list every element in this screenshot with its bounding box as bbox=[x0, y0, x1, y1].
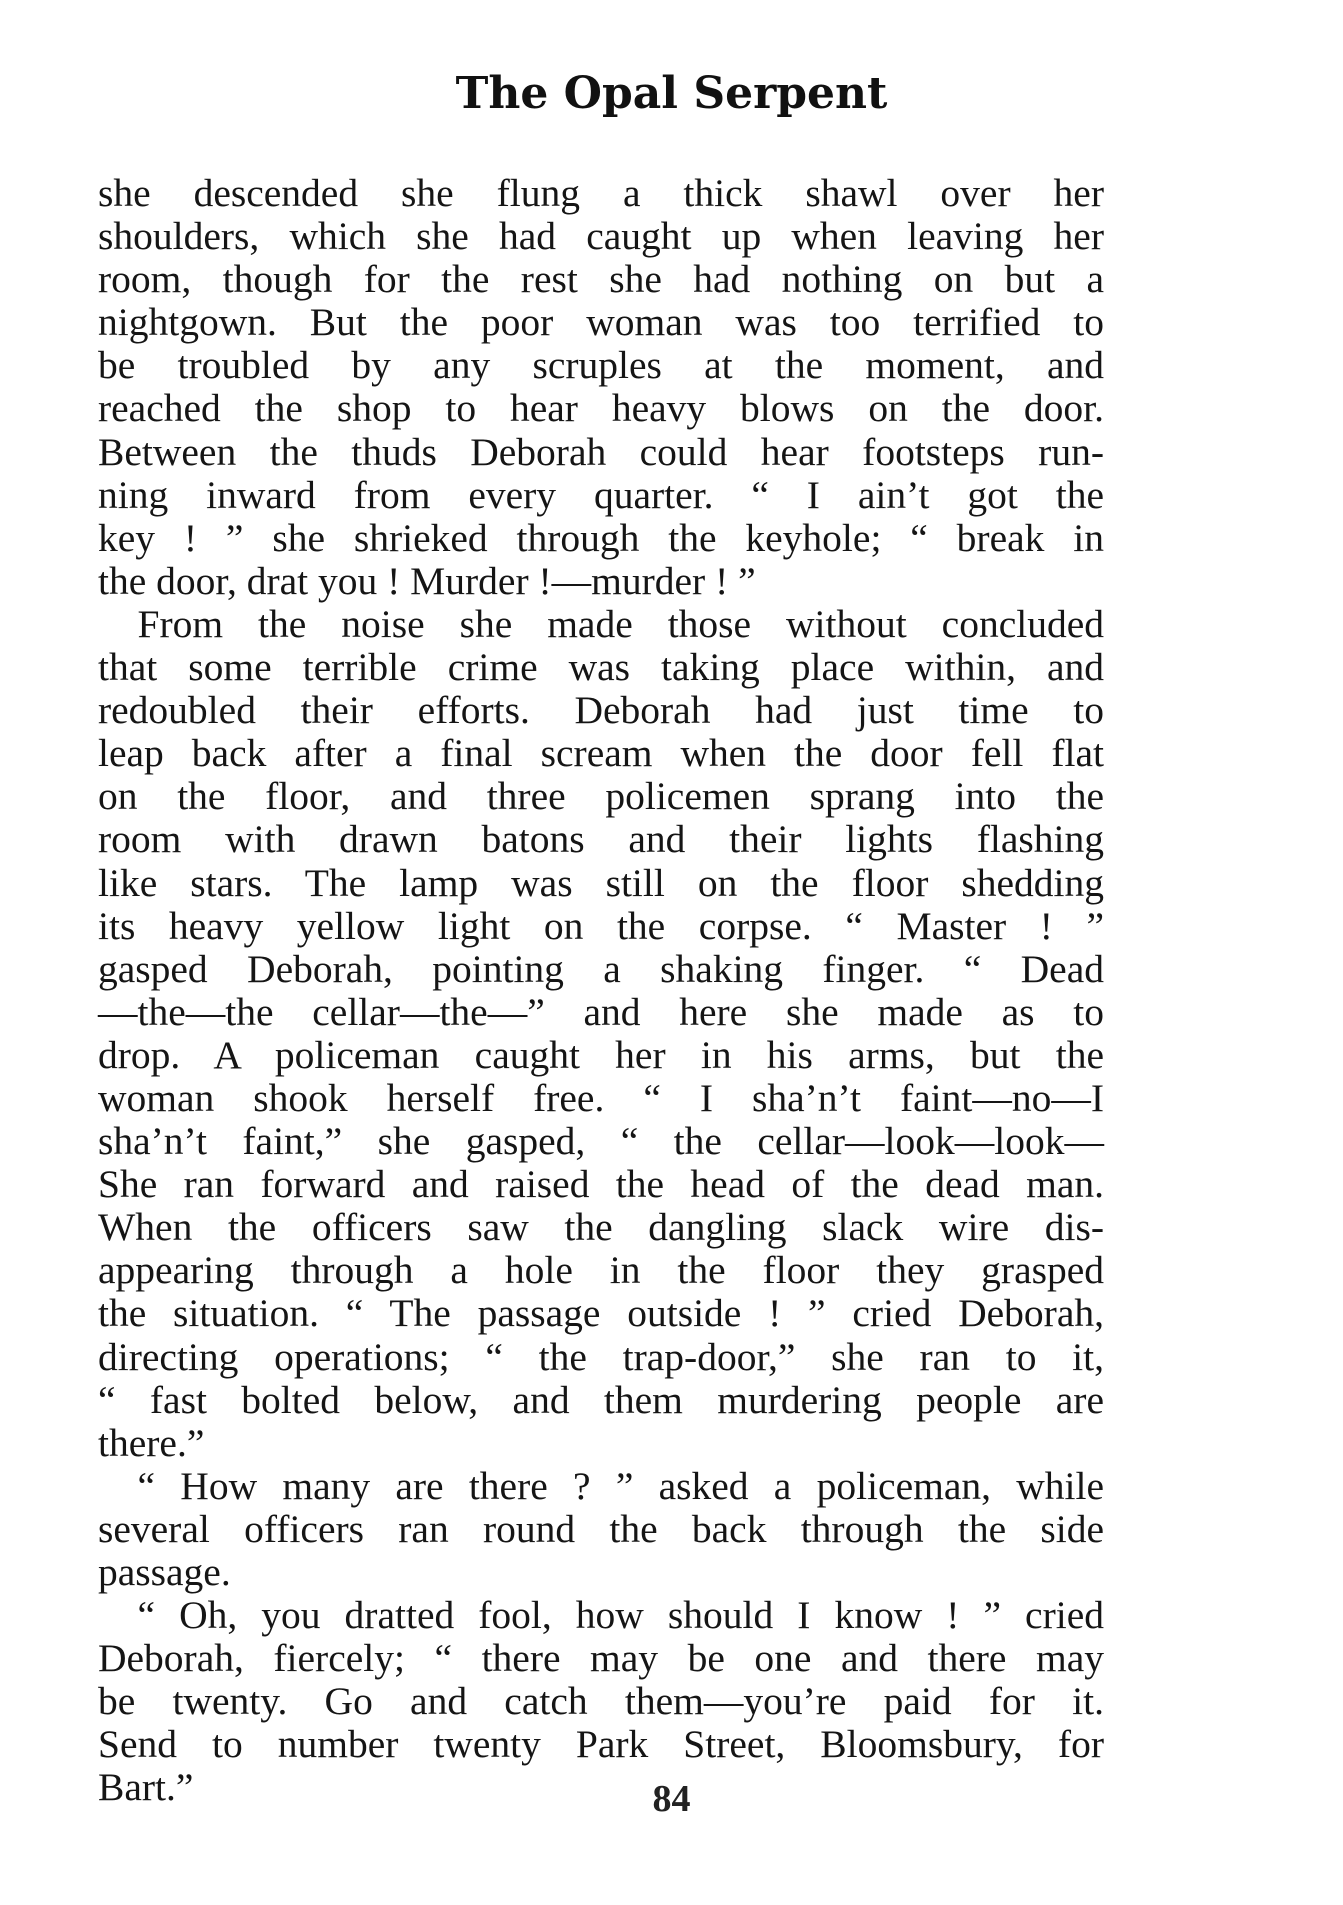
text-line: sha’n’t faint,” she gasped, “ the cellar—look—look— bbox=[98, 1119, 1104, 1164]
text-line: From the noise she made those without concluded bbox=[98, 601, 1104, 646]
text-line: nightgown. But the poor woman was too terrified to bbox=[98, 300, 1104, 345]
page-number: 84 bbox=[652, 1778, 691, 1820]
text-line: Deborah, fiercely; “ there may be one and there may bbox=[98, 1636, 1104, 1681]
text-line: be twenty. Go and catch them—you’re paid for it. bbox=[98, 1679, 1104, 1724]
text-line: shoulders, which she had caught up when leaving her bbox=[98, 214, 1104, 259]
running-header: The Opal Serpent bbox=[455, 68, 888, 119]
text-line: several officers ran round the back through the side bbox=[98, 1506, 1104, 1551]
text-line: she descended she flung a thick shawl over her bbox=[98, 171, 1104, 215]
text-line: ning inward from every quarter. “ I ain’t got the bbox=[98, 472, 1104, 517]
text-line: passage. bbox=[98, 1550, 231, 1594]
text-line: like stars. The lamp was still on the floor shedding bbox=[98, 860, 1104, 905]
text-line: appearing through a hole in the floor they grasped bbox=[98, 1248, 1104, 1293]
text-line: the door, drat you ! Murder !—murder ! ” bbox=[98, 558, 756, 603]
text-line: room with drawn batons and their lights flashing bbox=[98, 817, 1104, 862]
text-line: —the—the cellar—the—” and here she made as to bbox=[98, 989, 1104, 1034]
text-line: “ How many are there ? ” asked a policeman, while bbox=[98, 1463, 1104, 1508]
text-line: directing operations; “ the trap-door,” she ran to it, bbox=[98, 1334, 1104, 1379]
text-line: redoubled their efforts. Deborah had just time to bbox=[98, 688, 1104, 733]
text-line: the situation. “ The passage outside ! ” cried Deborah, bbox=[98, 1291, 1104, 1336]
text-line: “ Oh, you dratted fool, how should I know ! ” cried bbox=[98, 1593, 1104, 1638]
text-line: room, though for the rest she had nothing on but a bbox=[98, 257, 1104, 302]
text-line: “ fast bolted below, and them murdering people are bbox=[98, 1377, 1104, 1422]
text-line: When the officers saw the dangling slack wire dis- bbox=[98, 1205, 1104, 1250]
text-line: be troubled by any scruples at the moment, and bbox=[98, 343, 1104, 388]
text-line: Send to number twenty Park Street, Bloomsbury, for bbox=[98, 1722, 1104, 1767]
text-line: its heavy yellow light on the corpse. “ Master ! ” bbox=[98, 903, 1104, 948]
text-line: on the floor, and three policemen sprang into the bbox=[98, 774, 1104, 819]
text-line: leap back after a final scream when the door fell flat bbox=[98, 731, 1104, 776]
text-line: Bart.” bbox=[98, 1765, 194, 1810]
text-line: key ! ” she shrieked through the keyhole; “ break in bbox=[98, 515, 1104, 560]
text-line: there.” bbox=[98, 1420, 205, 1465]
text-line: Between the thuds Deborah could hear footsteps run- bbox=[98, 429, 1104, 474]
text-line: She ran forward and raised the head of the dead man. bbox=[98, 1162, 1104, 1207]
text-line: drop. A policeman caught her in his arms, but the bbox=[98, 1032, 1104, 1077]
text-line: woman shook herself free. “ I sha’n’t faint—no—I bbox=[98, 1075, 1104, 1120]
text-line: reached the shop to hear heavy blows on the door. bbox=[98, 386, 1104, 431]
text-line: gasped Deborah, pointing a shaking finger. “ Dead bbox=[98, 946, 1104, 991]
text-line: that some terrible crime was taking place within, and bbox=[98, 645, 1104, 690]
body-text bbox=[98, 172, 1104, 1810]
